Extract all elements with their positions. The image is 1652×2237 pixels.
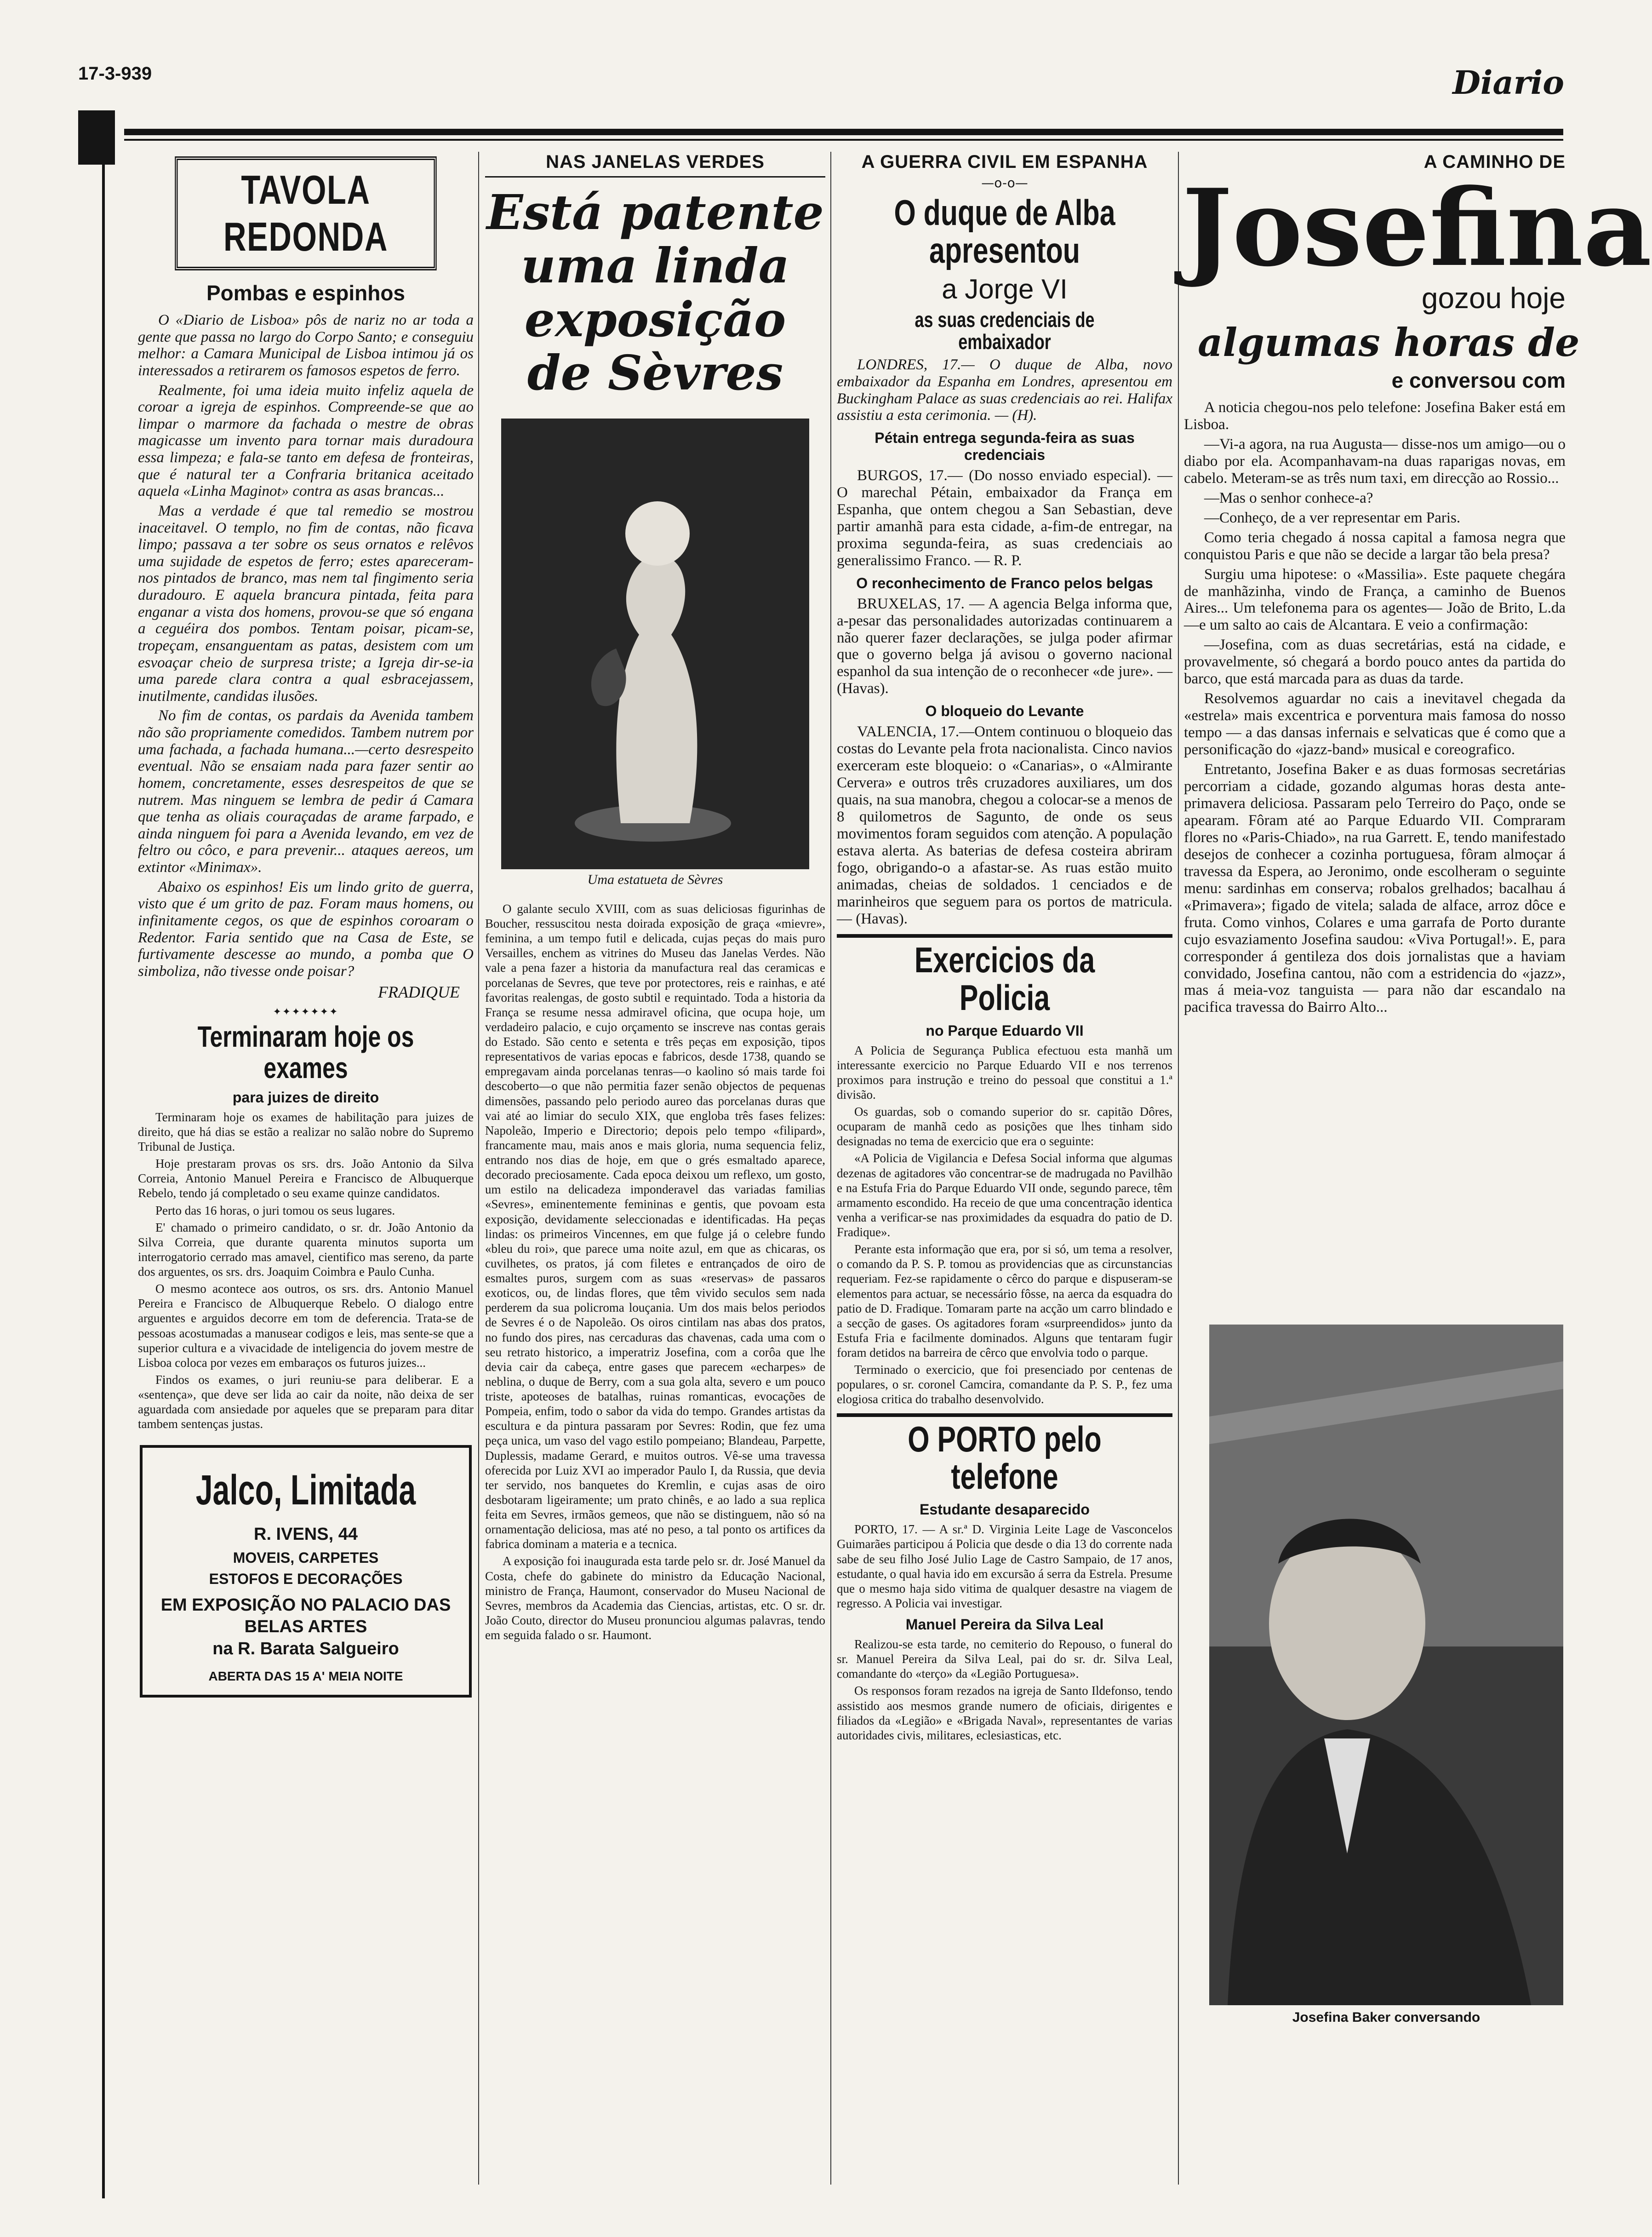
paragraph: —Mas o senhor conhece-a? xyxy=(1204,489,1373,506)
headline-line: as suas credenciais de embaixador xyxy=(915,307,1095,354)
paragraph: Realizou-se esta tarde, no cemiterio do Repouso, o funeral do sr. Manuel Pereira da Silva Leal, pai do sr. dr. Silva Leal, comandante do «terço» da «Legião Portuguesa». xyxy=(837,1637,1172,1681)
tavola-redonda-title: TAVOLA REDONDA xyxy=(175,156,436,270)
paragraph: Como teria chegado á nossa capital a famosa negra que conquistou Paris e que não se decide a largar tão bela presa? xyxy=(1184,529,1566,563)
section-kicker: A CAMINHO DE xyxy=(1423,152,1566,172)
headline: Está patente uma linda exposição de Sèvres xyxy=(486,184,824,402)
paragraph: BRUXELAS, 17. — A agencia Belga informa que, a-pesar das personalidades autorizadas continuarem a não querer fazer declarações, se julga poder afirmar que o governo belga já avisou o governo nacional espanhol da sua intenção de o reconhecer «de jure». — (Havas). xyxy=(837,595,1172,697)
paragraph: Perante esta informação que era, por si só, um tema a resolver, o comando da P. S. P. tomou as providencias que as circunstancias requeriam. Fez-se rapidamente o cêrco do parque e dispuseram-se elementos para actuar, se necessário fôsse, na aerca da esquadra do patio de D. Fradique. Tomaram parte na acção um carro blindado e a secção de gases. Os agitadores foram «surpreendidos» junto da Estufa Fria e facilmente dominados. Alguns que tentaram fugir foram detidos na barreira de cêrco que envolvia todo o parque. xyxy=(837,1242,1172,1360)
ad-hours: ABERTA DAS 15 A' MEIA NOITE xyxy=(208,1669,403,1684)
column-divider xyxy=(478,152,479,2185)
article-subtitle: no Parque Eduardo VII xyxy=(926,1022,1084,1039)
margin-rule xyxy=(102,110,105,2198)
headline-line: gozou hoje xyxy=(1421,281,1566,315)
paragraph: Mas a verdade é que tal remedio se mostrou inaceitavel. O templo, no fim de contas, não ficava limpo; passava a ter sobre os seus ornatos e relêvos uma sujidade de espetos de ferro; estes apareceram-nos pintados de branco, mas nem tal fingimento seria duradouro. E aquela brancura pintada, feita para enganar a vista dos homens, provou-se que só engana a ceguéira dos pombos. Tentam poisar, picam-se, tropeçam, ensanguentam as patas, desistem com um esvoaçar cheio de surpresa triste; a Igreja dir-se-ia uma parede clara contra a qual esbracejassem, inutilmente, candidas ilusões. xyxy=(138,502,474,705)
paragraph: Terminaram hoje os exames de habilitação para juizes de direito, que há dias se estão a realizar no salão nobre do Supremo Tribunal de Justiça. xyxy=(138,1110,474,1153)
section-kicker: A GUERRA CIVIL EM ESPANHA xyxy=(861,152,1148,172)
paragraph: —Josefina, com as duas secretárias, está na cidade, e provavelmente, só chegará a bordo pouco antes da partida do barco, que está marcada para as duas da tarde. xyxy=(1184,637,1566,688)
paragraph: A noticia chegou-nos pelo telefone: Josefina Baker está em Lisboa. xyxy=(1184,399,1566,433)
paragraph: Surgiu uma hipotese: o «Massilia». Este paquete chegára de manhãzinha, vindo de França, a caminho de Buenos Aires... Um telefonema para os agentes— João de Brito, L.da —e um salto ao cais de Alcantara. E veio a confirmação: xyxy=(1184,566,1566,634)
column-2 xyxy=(485,152,825,2173)
paragraph: Resolvemos aguardar no cais a inevitavel chegada da «estrela» mais excentrica e porventura mais famosa do nosso tempo — a das dansas infernais e selvaticas que é como que a personificação do «jazz-band» musical e coreografico. xyxy=(1184,690,1566,758)
ad-name: Jalco, Limitada xyxy=(195,1467,416,1514)
photo-caption: Uma estatueta de Sèvres xyxy=(587,872,723,887)
subhead: Manuel Pereira da Silva Leal xyxy=(905,1616,1104,1633)
paragraph: A Policia de Segurança Publica efectuou esta manhã um interessante exercicio no Parque Eduardo VII e nos terrenos proximos para instrução e treino do pessoal que constitui a 1.ª divisão. xyxy=(837,1043,1172,1101)
ornament-divider: ✦✦✦✦✦✦✦ xyxy=(273,1006,339,1018)
paragraph: A exposição foi inaugurada esta tarde pelo sr. dr. José Manuel da Costa, chefe do gabinete do ministro da Educação Nacional, ministro de França, Haumont, conservador do Museu Nacional de Sevres, membros da Academia das Ciencias, artistas, etc. O sr. dr. João Couto, director do Museu pronunciou algumas palavras, tendo em seguida falado o sr. Haumont. xyxy=(485,1554,825,1642)
headline-line: algumas horas de xyxy=(1198,320,1580,365)
subhead: Pétain entrega segunda-feira as suas credenciais xyxy=(875,429,1135,463)
header-rule xyxy=(124,129,1563,135)
headline-line: e conversou com xyxy=(1391,368,1566,392)
paragraph: Os guardas, sob o comando superior do sr. capitão Dôres, ocuparam de manhã cedo as posições que lhes tinham sido designadas no tema de exercicio que era o seguinte: xyxy=(837,1105,1172,1148)
statuette-photo xyxy=(501,419,809,869)
ornament: —o-o— xyxy=(981,175,1028,190)
paragraph: Abaixo os espinhos! Eis um lindo grito de guerra, visto que é um grito de paz. Foram maus homens, ou infinitamente cegos, os que de espinhos coroaram o Redentor. Faria sentido que na Casa de Este, se furtivamente descesse ao mundo, a pomba que O simboliza, não tivesse onde poisar? xyxy=(138,878,474,980)
column-3 xyxy=(837,152,1172,2173)
header-rule-thin xyxy=(124,139,1563,141)
paragraph: Perto das 16 horas, o juri tomou os seus lugares. xyxy=(155,1203,395,1217)
josefina-photo xyxy=(1209,1325,1563,2005)
paragraph: PORTO, 17. — A sr.ª D. Virginia Leite Lage de Vasconcelos Guimarães participou á Policia que desde o dia 13 do corrente nada sabe de seu filho José Julio Lage de Castro Sampaio, de 17 anos, estudante, o qual havia ido em excursão á serra da Estrela. Presume que o mesmo haja sido vitima de qualquer desastre na viagem de regresso. A Policia vai investigar. xyxy=(837,1522,1172,1610)
page-date: 17-3-939 xyxy=(78,63,152,84)
paragraph: Realmente, foi uma ideia muito infeliz aquela de coroar a igreja de espinhos. Compreende-se que ao limpar o marmore da fachada o mestre de obras magicasse um invento para tornar mais duradoura essa limpeza; e fala-se tanto em defesa de fronteiras, que é natural ter a Confraria britanica aceitado aquela «Linha Maginot» contra as asas brancas... xyxy=(138,382,474,500)
article-title: O PORTO pelo telefone xyxy=(908,1418,1102,1497)
paragraph: E' chamado o primeiro candidato, o sr. dr. João Antonio da Silva Correia, que durante quarenta minutos suporta um interrogatorio cerrado mas amavel, cientifico mas sereno, da parte dos arguentes, os srs. drs. Joaquim Coimbra e Paulo Cunha. xyxy=(138,1220,474,1279)
signature: FRADIQUE xyxy=(378,983,460,1002)
paragraph: Entretanto, Josefina Baker e as duas formosas secretárias percorriam a cidade, gozando algumas horas desta ante-primavera deliciosa. Passaram pelo Terreiro do Paço, onde se apearam. Fôram até ao Parque Eduardo VII. Compraram flores no «Paris-Chiado», na rua Garrett. E, tendo manifestado desejos de conhecer a cozinha portuguesa, fôram almoçar á travessa da Espera, ao Jeronimo, onde escolheram o seguinte menu: sardinhas em conserva; robalos grelhados; bacalhau á «Primavera»; figado de vitela; salada de alface, arroz dôce e fruta. Como vinhos, Colares e uma garrafa de Porto durante cujo esvaziamento Josefina saudou: «Viva Portugal!». E, para corresponder á gentileza dos dois jornalistas que a haviam convidado, Josefina cantou, não com a estridencia do «jazz», mas á meia-voz tanguista — para não dar escandalo na pacifica travessa do Bairro Alto... xyxy=(1184,761,1566,1016)
subhead: Estudante desaparecido xyxy=(920,1501,1090,1518)
portrait-icon xyxy=(1209,1325,1563,2005)
ad-line: EM EXPOSIÇÃO NO PALACIO DAS BELAS ARTES xyxy=(160,1595,451,1637)
paragraph: Findos os exames, o juri reuniu-se para deliberar. E a «sentença», que deve ser lida ao cair da noite, não deixa de ser aguardada com ansiedade por aqueles que se preparam para ditar tambem sentenças justas. xyxy=(138,1372,474,1431)
paragraph: —Conheço, de a ver representar em Paris. xyxy=(1204,509,1461,526)
article-subtitle: para juizes de direito xyxy=(232,1089,379,1106)
paragraph: —Vi-a agora, na rua Augusta— disse-nos um amigo—ou o diabo por ela. Acompanhavam-na duas raparigas novas, em cabelo. Meteram-se as três num taxi, em direcção ao Rossio... xyxy=(1184,436,1566,487)
paragraph: «A Policia de Vigilancia e Defesa Social informa que algumas dezenas de agitadores vão concentrar-se de madrugada no Pavilhão e na Estufa Fria do Parque Eduardo VII onde, segundo parece, têm armamento escondido. Ha receio de que uma concentração identica venha a verificar-se nas proximidades da esquadra do patio de D. Fradique». xyxy=(837,1151,1172,1239)
headline: O duque de Alba apresentou xyxy=(894,192,1115,270)
advertisement xyxy=(140,1445,472,1698)
paragraph: O mesmo acontece aos outros, os srs. drs. Antonio Manuel Pereira e Francisco de Albuquerque Rebelo. O dialogo entre arguentes e arguidos decorre em tom de deferencia. Trata-se de pessoas acostumadas a manusear codigos e leis, mas sente-se que a superior cultura e a vivacidade de inteligencia do jovem mestre de Lisboa coloca por vezes em embaraços os futuros juizes... xyxy=(138,1282,474,1370)
subhead: O reconhecimento de Franco pelos belgas xyxy=(856,574,1153,591)
article-title: Pombas e espinhos xyxy=(206,281,405,305)
paragraph: No fim de contas, os pardais da Avenida tambem não são propriamente comedidos. Tambem nutrem por uma fachada, a fachada humana...—certo desrespeito eventual. Não se ensaiam nada para fazer sentir ao homem, concretamente, esses desrespeitos de que se nutrem. Mas ninguem se lembra de pedir á Camara que tenha as oliais couraçadas de arame farpado, e ainda ninguem foi para a Avenida levando, em vez de feltro ou côco, e para prevenir... ataques aereos, um extintor «Minimax». xyxy=(138,707,474,876)
margin-bar xyxy=(78,110,115,165)
ad-line: ESTOFOS E DECORAÇÕES xyxy=(209,1570,403,1587)
paragraph: Terminado o exercicio, que foi presenciado por centenas de populares, o sr. coronel Camcira, comandante da P. S. P., fez uma elogiosa critica do trabalho desenvolvido. xyxy=(837,1363,1172,1406)
paragraph: O galante seculo XVIII, com as suas deliciosas figurinhas de Boucher, ressuscitou nesta doirada exposição de graça «mievre», feminina, a um tempo futil e delicada, cujas peças do mais puro Versailles, enchem as vitrines do Museu das Janelas Verdes. Não vale a pena fazer a historia da manufactura real das ceramicas e porcelanas de Sevres, que teve por protectores, reis e rainhas, e até favoritas realengas, de gosto subtil e requintado. Toda a historia da França se resume nessa admiravel oficina, que ocupa hoje, um verdadeiro palacio, e cujo orçamento se inscreve nas contas gerais do Estado. São cento e setenta e três peças em exposição, tipos representativos de varias epocas e fabricos, desde 1738, quando se empregavam ainda porcelanas tenras—o kaolino só mais tarde foi descoberto—o que não permitia fazer senão objectos de pequenas dimensões, passando pelo periodo aureo das porcelanas duras que vai até ao limiar do seculo XIX, que engloba três fases felizes: Napoleão, Imperio e Directorio; depois pelo tempo «filipard», francamente mau, mais anos e mais gloria, numa sequencia feliz, entrando nos dias de hoje, em que o grés esmaltado aparece, decorado preciosamente. Cada epoca deixou um reflexo, um gosto, um estilo na delicadeza imponderavel das variadas familias «Sevres», eminentemente femininas e gentis, que povoam esta exposição, devidamente seleccionadas e identificadas. Ha peças lindas: os primeiros Vincennes, em que fulge já o celebre fundo «bleu du roi», que parece uma noite azul, em que as chicaras, os cuvilhetes, os pratos, já com filetes e entrançados de oiro de esmaltes puros, surgem com as suas «reservas» de passaros exoticos, ou, de lindas flores, que têm vivido seculos sem nada perderem da sua policroma louçania. Um dos mais belos periodos de Sevres é o de Napoleão. Os oiros cintilam nas abas dos pratos, no fundo dos pires, nas cercaduras das chavenas, cada uma com o seu retrato historico, a imperatriz Josefina, com a corôa que lhe devia cair da cabeça, entre gases que parecem «echarpes» de neblina, o duque de Berry, com a sua gola alta, severo e um pouco triste, apoteoses de batalhas, ruinas romanticas, evocações de Pompeia, enfim, todo o sabor da vida do tempo. Grandes artistas da escultura e da pintura passaram por Sevres: Rodin, que fez uma peça unica, um vaso del vago estilo pompeiano; Blandeau, Parpette, Duplessis, madame Gerard, e muitos outros. Vê-se uma travessa oferecida por Luiz XVI ao imperador Paulo I, da Russia, que devia ter servido, nos banquetes do Kremlin, e cujas asas de oiro desbotaram ligeiramente; um prato chinês, e ao lado a sua replica feita em Sevres, irmãos gemeos, que não se distinguem, não só na ornamentação deliciosa, mas até no peso, a tal ponto os artifices da fabrica dominam a materia e a tecnica. xyxy=(485,901,825,1551)
paragraph: O «Diario de Lisboa» pôs de nariz no ar toda a gente que passa no largo do Corpo Santo; e conseguiu melhor: a Camara Municipal de Lisboa intimou já os interessados a retirarem os famosos espetos de ferro. xyxy=(138,312,474,379)
paragraph: VALENCIA, 17.—Ontem continuou o bloqueio das costas do Levante pela frota nacionalista. Cinco navios exerceram este bloqueio: o «Canarias», o «Almirante Cervera» e outros três cruzadores auxiliares, um dos quais, na sua manobra, chegou a colocar-se a menos de 8 quilometros de Sagunto, de onde os seus movimentos foram seguidos com atenção. A população estava alerta. As baterias de defesa costeira abriram fogo, obrigando-o a afastar-se. As ruas estão muito animadas, cheias de soldados. 1 cenciados e de marinheiros que seguem para os portos de matricula. — (Havas). xyxy=(837,723,1172,927)
paragraph: Hoje prestaram provas os srs. drs. João Antonio da Silva Correia, Antonio Manuel Pereira e Francisco de Albuquerque Rebelo, tendo já completado o seu exame quinze candidatos. xyxy=(138,1157,474,1200)
ad-line: na R. Barata Salgueiro xyxy=(212,1639,399,1658)
statuette-icon xyxy=(501,419,809,869)
column-divider xyxy=(830,152,831,2185)
ad-address: R. IVENS, 44 xyxy=(254,1525,358,1544)
masthead: Diario xyxy=(1452,63,1564,102)
headline: Josefina xyxy=(1182,166,1652,290)
photo-caption: Josefina Baker conversando xyxy=(1292,2010,1481,2025)
paragraph: BURGOS, 17.— (Do nosso enviado especial). — O marechal Pétain, embaixador da França em Espanha, que ontem chegou a San Sebastian, deve partir amanhã para esta cidade, a-fim-de entregar, na proxima segunda-feira, as suas credenciais ao generalissimo Franco. — R. P. xyxy=(837,467,1172,569)
ad-line: MOVEIS, CARPETES xyxy=(233,1549,379,1566)
subhead: O bloqueio do Levante xyxy=(925,703,1084,720)
headline-line: a Jorge VI xyxy=(942,273,1068,304)
column-divider xyxy=(1178,152,1179,2185)
section-kicker: NAS JANELAS VERDES xyxy=(485,152,825,178)
article-title: Exercicios da Policia xyxy=(914,939,1095,1018)
column-1 xyxy=(138,152,474,2173)
article-title: Terminaram hoje os exames xyxy=(197,1020,414,1084)
paragraph: Os responsos foram rezados na igreja de Santo Ildefonso, tendo assistido aos mesmos grande numero de oficiais, dirigentes e filiados da «Legião» e «Brigada Naval», representantes de varias autoridades civis, militares, eclesiasticas, etc. xyxy=(837,1684,1172,1742)
paragraph: LONDRES, 17.— O duque de Alba, novo embaixador da Espanha em Londres, apresentou em Buckingham Palace as suas credenciais ao rei. Halifax assistiu a esta cerimonia. — (H). xyxy=(837,356,1172,424)
